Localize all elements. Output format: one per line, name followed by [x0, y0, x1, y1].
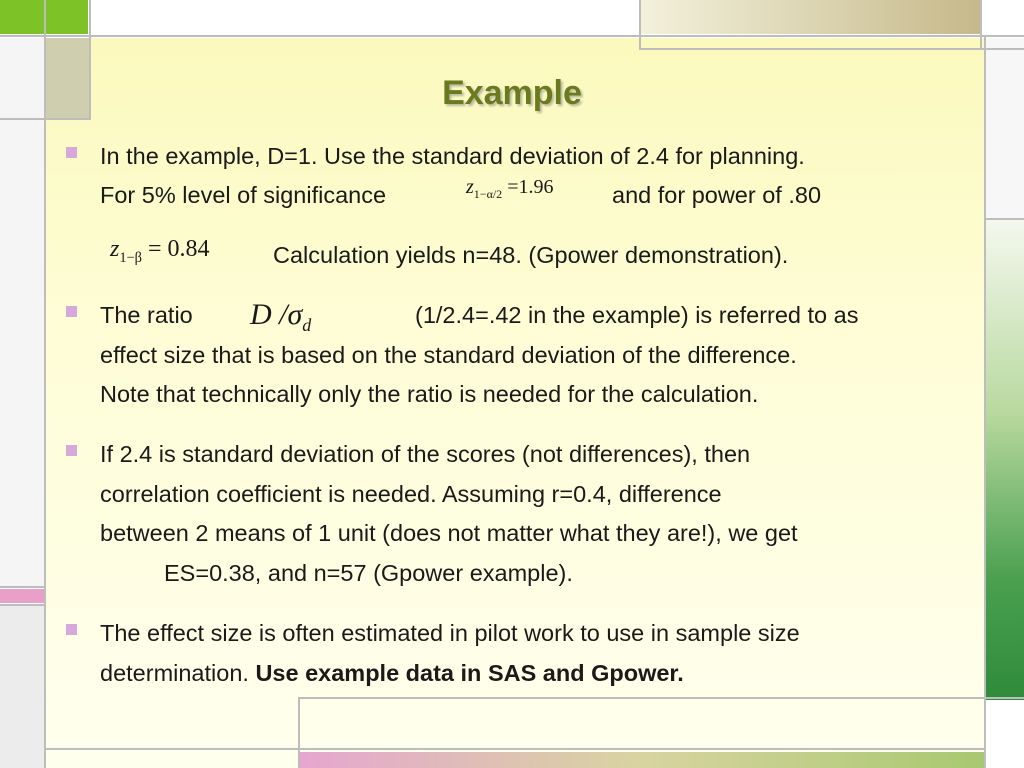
pink-left-stripe: [0, 589, 45, 603]
divider: [44, 0, 46, 768]
right-top-block: [984, 38, 1024, 218]
bullet-2-line-1b: (1/2.4=.42 in the example) is referred to as: [415, 302, 859, 328]
formula-var: z: [110, 236, 120, 262]
divider: [298, 698, 300, 768]
left-bottom-block: [0, 606, 45, 768]
formula-rhs: =1.96: [507, 176, 554, 198]
bullet-marker: [66, 624, 77, 635]
formula-z-beta: [110, 236, 210, 267]
bottom-gradient-stripe: [300, 752, 984, 768]
bullet-3-line-3: between 2 means of 1 unit (does not matter what they are!), we get: [100, 520, 798, 546]
formula-subscript: 1−β: [119, 249, 142, 266]
divider: [984, 36, 986, 768]
tan-gradient-block: [640, 0, 980, 34]
bullet-2-line-3: Note that technically only the ratio is needed for the calculation.: [100, 381, 759, 407]
divider: [984, 218, 1024, 220]
bullet-1-line-2: For 5% level of significance: [100, 182, 387, 208]
bullet-4-line-2: [100, 653, 684, 693]
divider: [0, 118, 90, 120]
divider: [980, 0, 982, 50]
divider: [44, 748, 984, 750]
bullet-1-line-3: Calculation yields n=48. (Gpower demonstration).: [273, 242, 789, 268]
formula-z-alpha: [466, 176, 553, 202]
formula-numerator: D /: [250, 298, 288, 331]
bullet-3-line-4: ES=0.38, and n=57 (Gpower example).: [164, 560, 573, 586]
bullet-marker: [66, 147, 77, 158]
formula-effect-size: [250, 298, 311, 336]
divider: [298, 697, 1024, 699]
slide-title: Example: [442, 74, 582, 112]
formula-subscript: 1−α/2: [473, 187, 503, 201]
bullet-3-line-1: If 2.4 is standard deviation of the scores (not differences), then: [100, 441, 751, 467]
divider: [639, 0, 641, 50]
bullet-1-line-1: In the example, D=1. Use the standard deviation of 2.4 for planning.: [100, 143, 805, 169]
bullet-marker: [66, 306, 77, 317]
formula-subscript: d: [302, 315, 312, 335]
divider: [0, 604, 45, 606]
bullet-2-line-1a: The ratio: [100, 302, 193, 328]
bullet-1-line-2b: and for power of .80: [612, 182, 822, 208]
formula-var: z: [466, 176, 474, 198]
bullet-marker: [66, 445, 77, 456]
right-green-band: [984, 220, 1024, 700]
formula-rhs: = 0.84: [147, 236, 210, 262]
bullet-3-line-2: correlation coefficient is needed. Assuming r=0.4, difference: [100, 481, 722, 507]
divider: [640, 48, 1024, 50]
divider: [0, 35, 1024, 37]
left-gray-band: [0, 38, 45, 588]
bullet-4-bold-text: Use example data in SAS and Gpower.: [255, 660, 684, 686]
bullet-4-text: determination.: [100, 660, 249, 686]
sigma-symbol: σ: [287, 298, 303, 331]
divider: [0, 586, 45, 588]
bullet-4-line-1: The effect size is often estimated in pilot work to use in sample size: [100, 620, 800, 646]
bullet-2-line-2: effect size that is based on the standard deviation of the difference.: [100, 342, 797, 368]
